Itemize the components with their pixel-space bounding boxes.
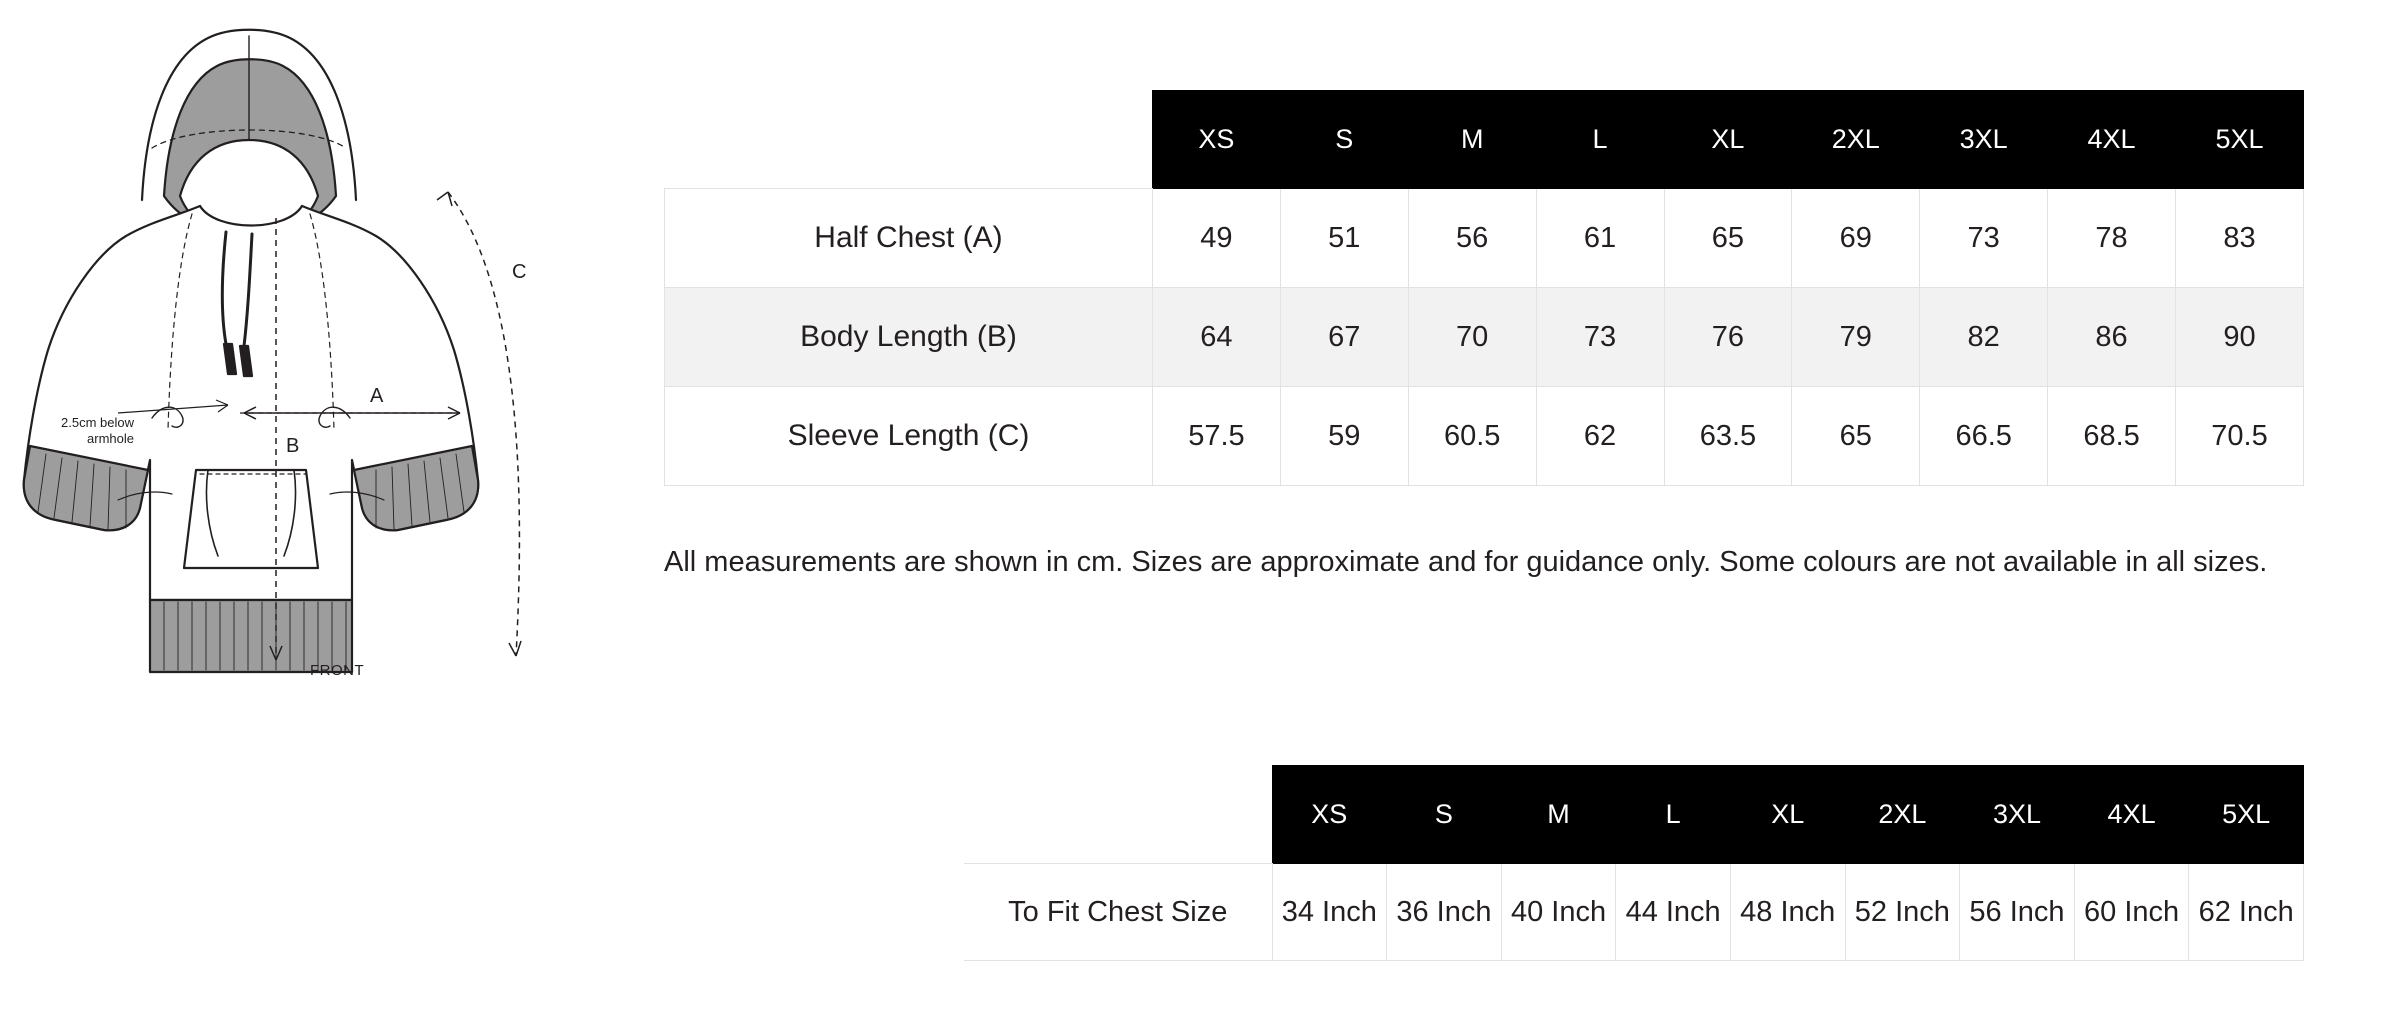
cell-body-length-m: 70	[1408, 288, 1536, 387]
fit-column-header-l: L	[1616, 766, 1731, 864]
column-header-xs: XS	[1153, 91, 1281, 189]
cell-sleeve-length-2xl: 65	[1792, 387, 1920, 486]
cell-sleeve-length-xl: 63.5	[1664, 387, 1792, 486]
row-label-half-chest: Half Chest (A)	[665, 189, 1153, 288]
table-row	[964, 864, 2304, 961]
column-header-m: M	[1408, 91, 1536, 189]
column-header-s: S	[1280, 91, 1408, 189]
fit-column-header-xs: XS	[1272, 766, 1387, 864]
fit-column-header-s: S	[1387, 766, 1502, 864]
row-label-to-fit-chest-size: To Fit Chest Size	[964, 864, 1272, 961]
cell-half-chest-2xl: 69	[1792, 189, 1920, 288]
column-header-4xl: 4XL	[2048, 91, 2176, 189]
hoodie-technical-drawing	[0, 0, 660, 720]
cell-fit-xs: 34 Inch	[1272, 864, 1387, 961]
cell-half-chest-xl: 65	[1664, 189, 1792, 288]
size-tables-area	[664, 0, 2392, 1022]
column-header-xl: XL	[1664, 91, 1792, 189]
armhole-note: 2.5cm below armhole	[61, 415, 134, 447]
cell-sleeve-length-xs: 57.5	[1153, 387, 1281, 486]
column-header-2xl: 2XL	[1792, 91, 1920, 189]
cell-fit-s: 36 Inch	[1387, 864, 1502, 961]
cell-body-length-5xl: 90	[2176, 288, 2304, 387]
column-header-5xl: 5XL	[2176, 91, 2304, 189]
cell-body-length-s: 67	[1280, 288, 1408, 387]
cell-half-chest-3xl: 73	[1920, 189, 2048, 288]
cell-fit-5xl: 62 Inch	[2189, 864, 2304, 961]
label-b: B	[286, 435, 300, 457]
fit-column-header-xl: XL	[1730, 766, 1845, 864]
cell-half-chest-5xl: 83	[2176, 189, 2304, 288]
cell-body-length-4xl: 86	[2048, 288, 2176, 387]
row-label-body-length: Body Length (B)	[665, 288, 1153, 387]
fit-column-header-m: M	[1501, 766, 1616, 864]
fit-table-corner-cell	[964, 766, 1272, 864]
fit-chest-table	[964, 765, 2304, 961]
cell-sleeve-length-m: 60.5	[1408, 387, 1536, 486]
cell-fit-m: 40 Inch	[1501, 864, 1616, 961]
cell-sleeve-length-5xl: 70.5	[2176, 387, 2304, 486]
cell-half-chest-m: 56	[1408, 189, 1536, 288]
label-a: A	[370, 385, 384, 407]
cell-fit-l: 44 Inch	[1616, 864, 1731, 961]
cell-fit-4xl: 60 Inch	[2074, 864, 2189, 961]
cell-half-chest-4xl: 78	[2048, 189, 2176, 288]
hoodie-svg	[0, 0, 660, 720]
table-row	[665, 288, 2304, 387]
row-label-sleeve-length: Sleeve Length (C)	[665, 387, 1153, 486]
table-row	[665, 387, 2304, 486]
table-header-row	[964, 766, 2304, 864]
measurement-table	[664, 90, 2304, 486]
fit-column-header-5xl: 5XL	[2189, 766, 2304, 864]
table-row	[665, 189, 2304, 288]
cell-body-length-xs: 64	[1153, 288, 1281, 387]
cell-sleeve-length-l: 62	[1536, 387, 1664, 486]
cell-sleeve-length-s: 59	[1280, 387, 1408, 486]
table-corner-cell	[665, 91, 1153, 189]
column-header-l: L	[1536, 91, 1664, 189]
cell-sleeve-length-3xl: 66.5	[1920, 387, 2048, 486]
cell-fit-3xl: 56 Inch	[1960, 864, 2075, 961]
fit-column-header-2xl: 2XL	[1845, 766, 1960, 864]
measurement-table-head	[665, 91, 2304, 189]
measurement-table-body	[665, 189, 2304, 486]
column-header-3xl: 3XL	[1920, 91, 2048, 189]
cell-half-chest-s: 51	[1280, 189, 1408, 288]
fit-table-body	[964, 864, 2304, 961]
cell-body-length-3xl: 82	[1920, 288, 2048, 387]
measurements-note: All measurements are shown in cm. Sizes are approximate and for guidance only. Some colours are not available in all sizes.	[664, 546, 2268, 578]
cell-body-length-2xl: 79	[1792, 288, 1920, 387]
fit-column-header-3xl: 3XL	[1960, 766, 2075, 864]
fit-column-header-4xl: 4XL	[2074, 766, 2189, 864]
table-header-row	[665, 91, 2304, 189]
cell-half-chest-xs: 49	[1153, 189, 1281, 288]
label-c: C	[512, 261, 527, 283]
cell-fit-xl: 48 Inch	[1730, 864, 1845, 961]
fit-table-head	[964, 766, 2304, 864]
cell-body-length-xl: 76	[1664, 288, 1792, 387]
figure-caption: FRONT	[310, 662, 365, 679]
cell-body-length-l: 73	[1536, 288, 1664, 387]
cell-half-chest-l: 61	[1536, 189, 1664, 288]
cell-sleeve-length-4xl: 68.5	[2048, 387, 2176, 486]
cell-fit-2xl: 52 Inch	[1845, 864, 1960, 961]
